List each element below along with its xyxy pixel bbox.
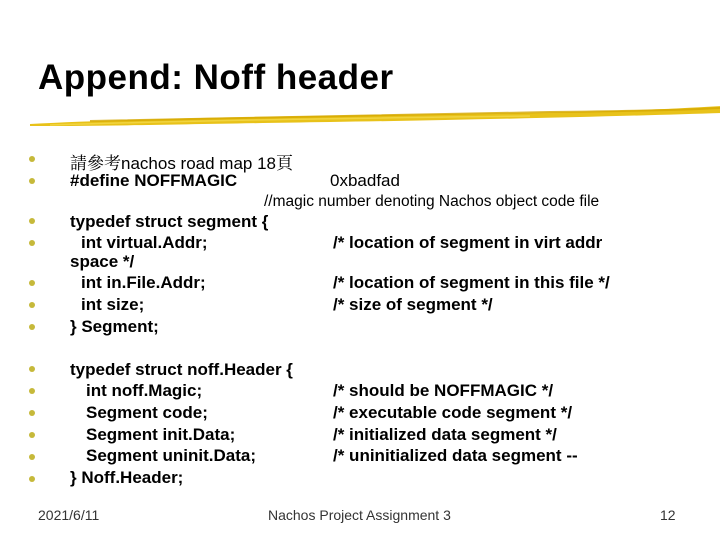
body-line: 請參考nachos road map 18頁: [70, 154, 293, 173]
bullet-marker: [28, 384, 38, 394]
body-line: Segment code;: [86, 403, 208, 422]
bullet-marker: [28, 298, 38, 308]
body-line-comment: /* size of segment */: [333, 295, 493, 314]
bullet-marker: [28, 236, 38, 246]
bullet-marker: [28, 472, 38, 482]
body-line: int noff.Magic;: [86, 381, 203, 400]
body-comment: //magic number denoting Nachos object code file: [264, 193, 600, 210]
title-underline-brushstroke: [30, 104, 720, 128]
body-line-comment: /* uninitialized data segment --: [333, 446, 578, 465]
body-line: Segment uninit.Data;: [86, 446, 257, 465]
page-number: 12: [660, 507, 676, 523]
body-line: space */: [70, 252, 135, 271]
body-line: typedef struct noff.Header {: [70, 360, 293, 379]
bullet-marker: [28, 362, 38, 372]
body-line-comment: /* initialized data segment */: [333, 425, 557, 444]
body-line: #define NOFFMAGIC: [70, 171, 238, 190]
slide-title: Append: Noff header: [38, 58, 394, 97]
bullet-marker: [28, 406, 38, 416]
body-line-comment: /* location of segment in virt addr: [333, 233, 603, 252]
body-line: int size;: [81, 295, 145, 314]
footer-date: 2021/6/11: [38, 507, 100, 523]
bullet-marker: [28, 174, 38, 184]
bullet-marker: [28, 320, 38, 330]
footer-title: Nachos Project Assignment 3: [268, 507, 451, 523]
bullet-marker: [28, 428, 38, 438]
body-line-comment: /* location of segment in this file */: [333, 273, 610, 292]
body-line: int virtual.Addr;: [81, 233, 208, 252]
body-line-value: 0xbadfad: [330, 171, 400, 190]
body-line: } Noff.Header;: [70, 468, 184, 487]
bullet-marker: [28, 214, 38, 224]
body-line-comment: /* executable code segment */: [333, 403, 573, 422]
body-line: int in.File.Addr;: [81, 273, 206, 292]
body-line: } Segment;: [70, 317, 159, 336]
bullet-marker: [28, 450, 38, 460]
body-line: Segment init.Data;: [86, 425, 236, 444]
body-line-comment: /* should be NOFFMAGIC */: [333, 381, 554, 400]
bullet-marker: [28, 152, 38, 162]
body-line: typedef struct segment {: [70, 212, 269, 231]
bullet-marker: [28, 276, 38, 286]
